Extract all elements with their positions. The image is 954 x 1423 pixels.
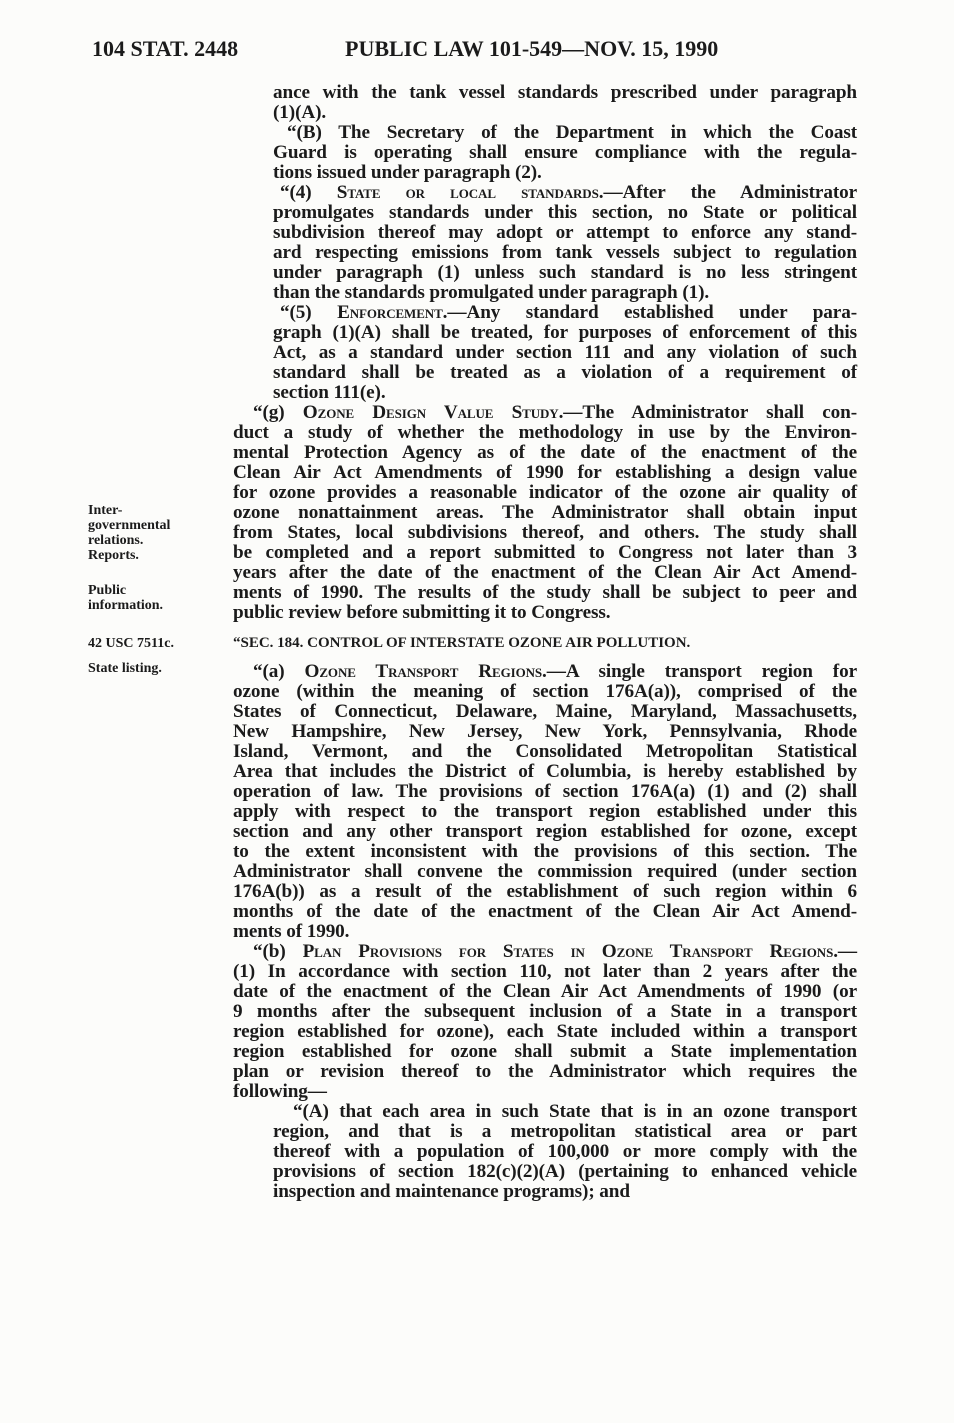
text-line: region established for ozone), each State included within a transport xyxy=(233,1021,857,1042)
text-line: “(B) The Secretary of the Department in which the Coast xyxy=(287,122,857,143)
text-segment: —A single transport region for xyxy=(546,661,858,682)
text-line: ard respecting emissions from tank vessels subject to regulation xyxy=(273,242,857,263)
text-line: graph (1)(A) shall be treated, for purposes of enforcement of this xyxy=(273,322,857,343)
text-line: (1)(A). xyxy=(273,102,327,123)
text-line: tions issued under paragraph (2). xyxy=(273,162,542,183)
margin-note-line: information. xyxy=(88,598,164,613)
text-line: Act, as a standard under section 111 and any violation of such xyxy=(273,342,857,363)
text-line: to the extent inconsistent with the provisions of this section. The xyxy=(233,841,857,862)
text-line: from States, local subdivisions thereof, and others. The study shall xyxy=(233,522,857,543)
text-line: ance with the tank vessel standards prescribed under paragraph xyxy=(273,82,857,103)
paragraph xyxy=(0,942,954,1102)
text-line: under paragraph (1) unless such standard is no less stringent xyxy=(273,262,857,283)
paragraph xyxy=(0,123,954,183)
text-line: Administrator shall convene the commission required (under section xyxy=(233,861,857,882)
margin-note-line: governmental xyxy=(88,518,171,533)
text-line: Clean Air Act Amendments of 1990 for establishing a design value xyxy=(233,462,857,483)
text-segment: —After the Administrator xyxy=(603,182,858,203)
text-line: New Hampshire, New Jersey, New York, Pennsylvania, Rhode xyxy=(233,721,857,742)
text-line: than the standards promulgated under paragraph (1). xyxy=(273,282,710,303)
text-segment: “(4) xyxy=(280,182,337,203)
margin-note-line: Public xyxy=(88,583,127,598)
text-line: standard shall be treated as a violation of a requirement of xyxy=(273,362,857,383)
text-line: following— xyxy=(233,1081,327,1102)
paragraph xyxy=(0,1102,954,1202)
text-line: section 111(e). xyxy=(273,382,386,403)
margin-note-line: State listing. xyxy=(88,661,162,676)
text-line: subdivision thereof may adopt or attempt to enforce any stand- xyxy=(273,222,857,243)
text-line: ments of 1990. The results of the study shall be subject to peer and xyxy=(233,582,857,603)
paragraph-heading: State or local standards. xyxy=(336,182,604,203)
text-line: be completed and a report submitted to Congress not later than 3 xyxy=(233,542,857,563)
margin-note-line: 42 USC 7511c. xyxy=(88,636,174,651)
text-line: promulgates standards under this section, no State or political xyxy=(273,202,857,223)
page-citation: 104 STAT. 2448 xyxy=(92,36,239,61)
text-line: ments of 1990. xyxy=(233,921,350,942)
text-segment: — xyxy=(837,941,857,962)
paragraph-heading: Enforcement. xyxy=(337,302,448,323)
text-line: “(A) that each area in such State that is in an ozone transport xyxy=(293,1101,857,1122)
text-line: apply with respect to the transport region established under this xyxy=(233,801,857,822)
text-segment: —Any standard established under para- xyxy=(447,302,857,323)
text-line: operation of law. The provisions of section 176A(a) (1) and (2) shall xyxy=(233,781,857,802)
paragraph-heading: Ozone Transport Regions. xyxy=(304,661,547,682)
text-line: region established for ozone shall submit a State implementation xyxy=(233,1041,857,1062)
text-line: ozone nonattainment areas. The Administrator shall obtain input xyxy=(233,502,857,523)
text-segment: “(a) xyxy=(253,661,305,682)
paragraph xyxy=(0,83,954,123)
text-line: 176A(b)) as a result of the establishment of such region within 6 xyxy=(233,881,857,902)
text-line: provisions of section 182(c)(2)(A) (pertaining to enhanced vehicle xyxy=(273,1161,857,1182)
text-line: region, and that is a metropolitan statistical area or part xyxy=(273,1121,857,1142)
text-segment: “(g) xyxy=(253,402,303,423)
text-line xyxy=(280,303,857,323)
text-line xyxy=(253,942,857,962)
text-line: section and any other transport region established for ozone, except xyxy=(233,821,857,842)
text-line: Guard is operating shall ensure compliance with the regula- xyxy=(273,142,857,163)
paragraph-heading: Ozone Design Value Study. xyxy=(302,402,564,423)
text-line: Area that includes the District of Columbia, is hereby established by xyxy=(233,761,857,782)
text-line xyxy=(253,662,857,682)
text-line: States of Connecticut, Delaware, Maine, Maryland, Massachusetts, xyxy=(233,701,857,722)
text-segment: “(b) xyxy=(253,941,303,962)
margin-note-line: Reports. xyxy=(88,548,139,563)
running-head: PUBLIC LAW 101-549—NOV. 15, 1990 xyxy=(345,36,719,61)
text-line: ozone (within the meaning of section 176A(a)), comprised of the xyxy=(233,681,857,702)
text-line: years after the date of the enactment of the Clean Air Act Amend- xyxy=(233,562,857,583)
margin-note-line: relations. xyxy=(88,533,144,548)
text-line: for ozone provides a reasonable indicator of the ozone air quality of xyxy=(233,482,857,503)
text-line: public review before submitting it to Congress. xyxy=(233,602,611,623)
text-line: (1) In accordance with section 110, not later than 2 years after the xyxy=(233,961,857,982)
text-line: months of the date of the enactment of the Clean Air Act Amend- xyxy=(233,901,857,922)
margin-note-line: Inter- xyxy=(88,503,123,518)
text-line: plan or revision thereof to the Administrator which requires the xyxy=(233,1061,857,1082)
text-line: duct a study of whether the methodology in use by the Environ- xyxy=(233,422,857,443)
text-line: thereof with a population of 100,000 or more comply with the xyxy=(273,1141,857,1162)
text-line xyxy=(280,183,857,203)
paragraph-heading: Plan Provisions for States in Ozone Transport Regions. xyxy=(302,941,838,962)
text-line: date of the enactment of the Clean Air Act Amendments of 1990 (or xyxy=(233,981,857,1002)
paragraph xyxy=(0,183,954,303)
text-line: Island, Vermont, and the Consolidated Metropolitan Statistical xyxy=(233,741,857,762)
text-line xyxy=(253,403,857,423)
paragraph xyxy=(0,303,954,403)
text-segment: —The Administrator shall con- xyxy=(563,402,858,423)
document-body xyxy=(0,83,954,1202)
text-line: inspection and maintenance programs); and xyxy=(273,1181,630,1202)
text-line: mental Protection Agency as of the date of the enactment of the xyxy=(233,442,857,463)
text-segment: “(5) xyxy=(280,302,338,323)
section-heading: “SEC. 184. CONTROL OF INTERSTATE OZONE AIR POLLUTION. xyxy=(233,635,691,651)
paragraph xyxy=(0,662,954,942)
text-line: 9 months after the subsequent inclusion of a State in a transport xyxy=(233,1001,857,1022)
paragraph xyxy=(0,403,954,623)
